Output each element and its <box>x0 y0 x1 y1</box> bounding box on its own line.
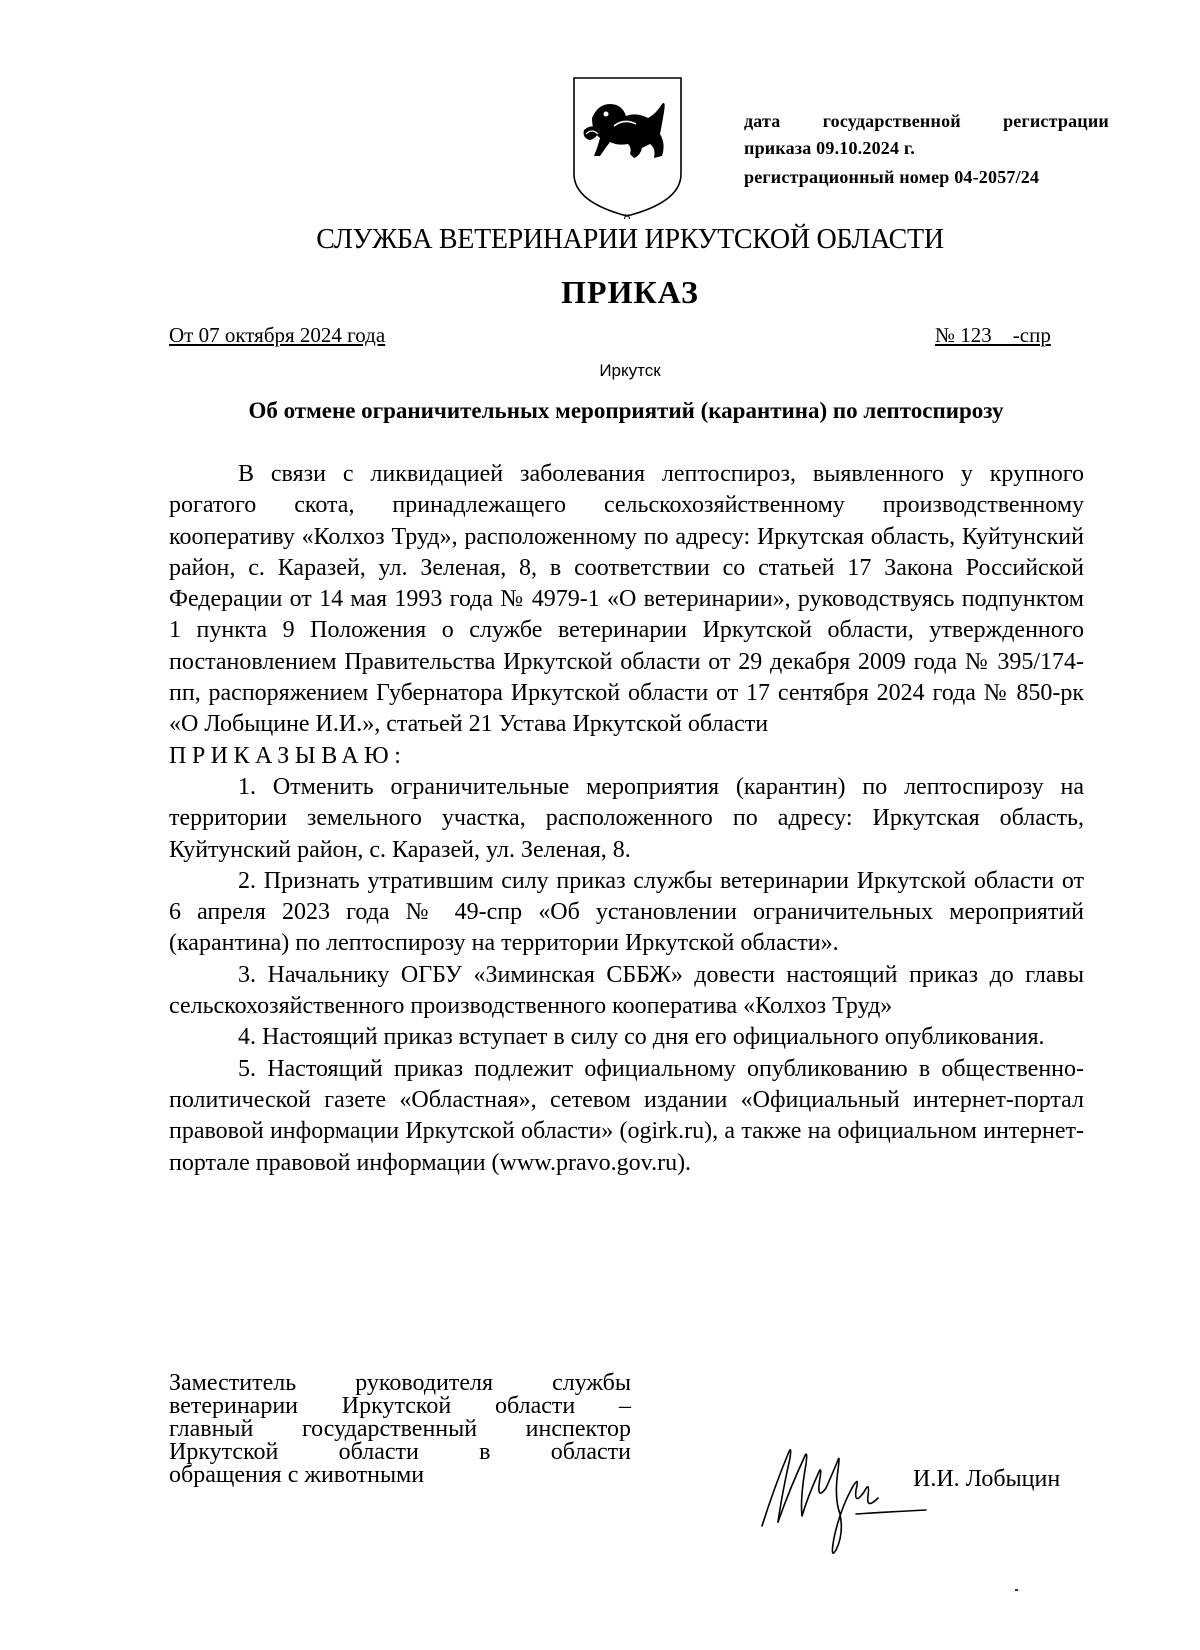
order-item-1: 1. Отменить ограничительные мероприятия (карантин) по лептоспирозу на территории земельного участка, расположенного по адресу: Иркутская область, Куйтунский район, с. Каразей, ул. Зеленая, 8. <box>169 773 1084 863</box>
organization-title: СЛУЖБА ВЕТЕРИНАРИИ ИРКУТСКОЙ ОБЛАСТИ <box>316 224 944 255</box>
signatory-position-line: Заместитель руководителя службы <box>169 1370 631 1396</box>
city-name: Иркутск <box>599 361 661 380</box>
order-directive-word: ПРИКАЗЫВАЮ: <box>169 742 407 769</box>
order-number: № 123 -спр <box>935 323 1051 347</box>
coat-of-arms-emblem <box>570 74 685 219</box>
registration-order-date: приказа 09.10.2024 г. <box>744 138 915 158</box>
registration-number: регистрационный номер 04-2057/24 <box>744 167 1040 187</box>
order-body <box>169 459 1084 1179</box>
scan-speck <box>1015 1589 1018 1591</box>
signatory-position-line: главный государственный инспектор <box>169 1416 631 1442</box>
registration-date-label <box>744 111 1109 132</box>
preamble-paragraph: В связи с ликвидацией заболевания лептоспироз, выявленного у крупного рогатого скота, принадлежащего сельскохозяйственному производственному кооперативу «Колхоз Труд», расположенному по адресу: Иркутская область, Куйтунский район, с. Каразей, ул. Зеленая, 8, в соответствии со статьей 17 Закона Российской Федерации от 14 мая 1993 года № 4979-1 «О ветеринарии», руководствуясь подпунктом 1 пункта 9 Положения о службе ветеринарии Иркутской области, утвержденного постановлением Правительства Иркутской области от 29 декабря 2009 года № 395/174-пп, распоряжением Губернатора Иркутской области от 17 сентября 2024 года № 850-рк «О Лобыцине И.И.», статьей 21 Устава Иркутской области <box>169 461 1084 738</box>
registration-word: государственной <box>822 111 961 131</box>
document-type-title: ПРИКАЗ <box>561 274 699 310</box>
registration-word: регистрации <box>1003 111 1109 131</box>
order-item-5: 5. Настоящий приказ подлежит официальному опубликованию в общественно-политической газете «Областная», сетевом издании «Официальный интернет-портал правовой информации Иркутской области» (ogirk.ru), а также на официальном интернет-портале правовой информации (www.pravo.gov.ru). <box>169 1055 1084 1176</box>
signatory-position-line: обращения с животными <box>169 1462 425 1488</box>
order-item-2: 2. Признать утратившим силу приказ службы ветеринарии Иркутской области от 6 апреля 2023 года № 49-спр «Об установлении ограничительных мероприятий (карантина) по лептоспирозу на территории Иркутской области». <box>169 867 1084 957</box>
signatory-position-line: ветеринарии Иркутской области – <box>169 1393 631 1419</box>
signatory-position-line: Иркутской области в области <box>169 1439 631 1465</box>
handwritten-signature <box>756 1418 931 1558</box>
order-item-4: 4. Настоящий приказ вступает в силу со дня его официального опубликования. <box>238 1024 1045 1051</box>
order-item-3: 3. Начальнику ОГБУ «Зиминская СББЖ» довести настоящий приказ до главы сельскохозяйственного производственного кооператива «Колхоз Труд» <box>169 961 1084 1020</box>
signatory-position <box>169 1372 631 1487</box>
registration-word: дата <box>744 111 781 131</box>
order-subject: Об отмене ограничительных мероприятий (карантина) по лептоспирозу <box>248 398 1004 423</box>
signatory-name: И.И. Лобыцин <box>913 1466 1061 1492</box>
order-date: От 07 октября 2024 года <box>169 323 386 347</box>
